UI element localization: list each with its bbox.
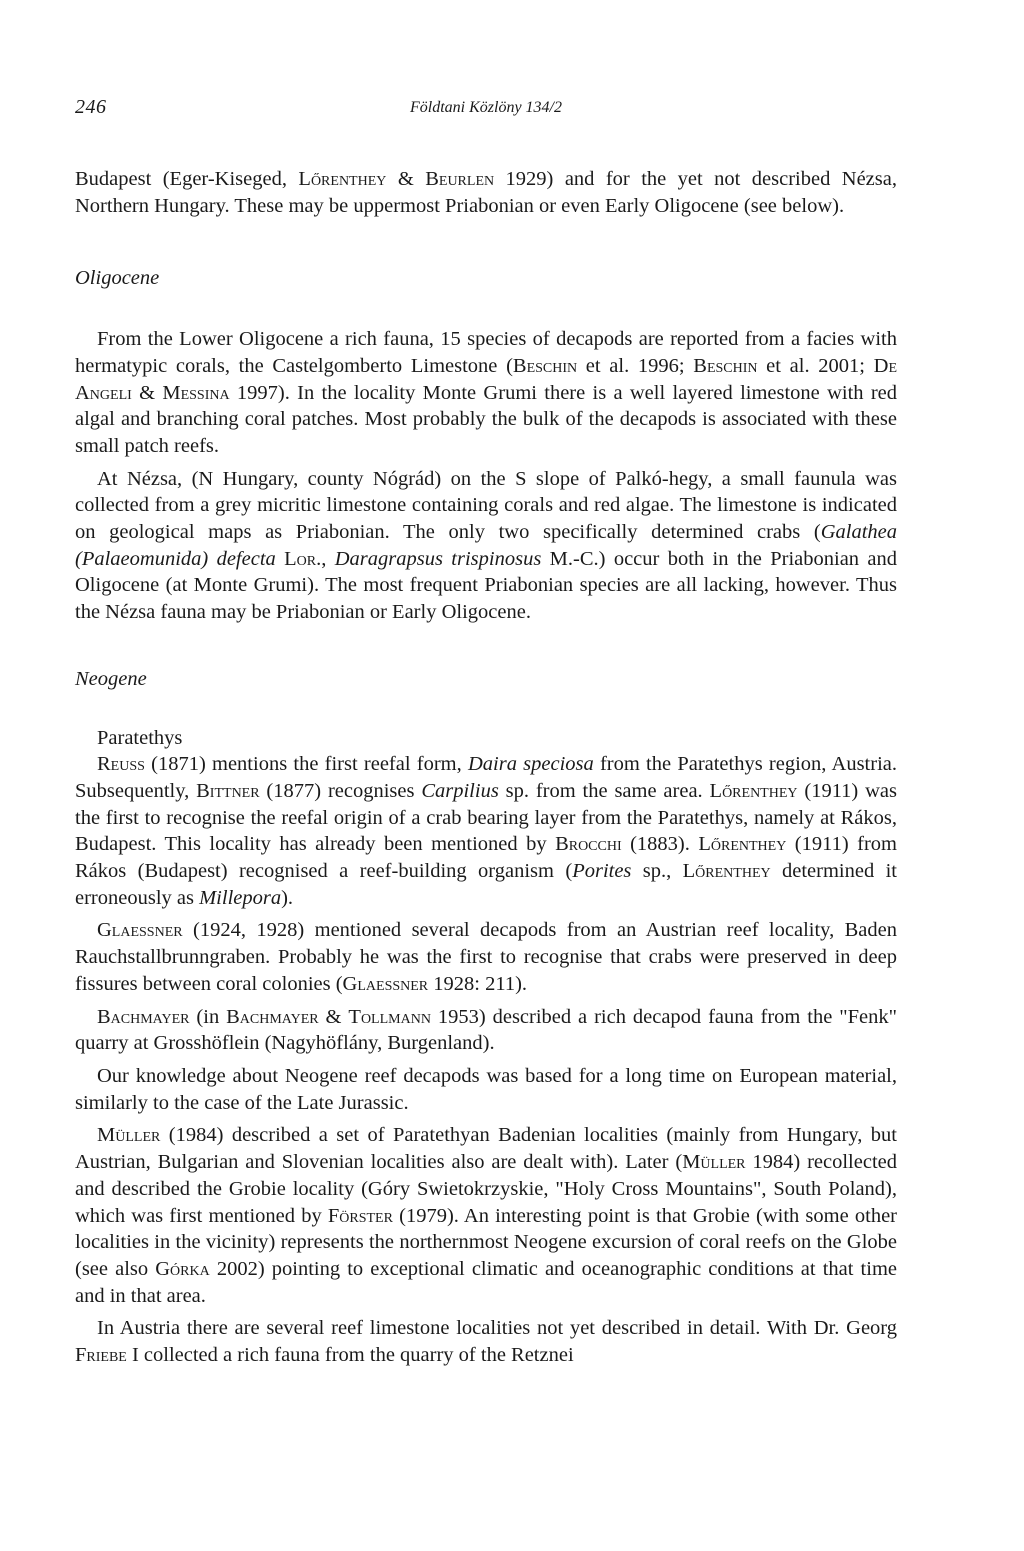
running-head bbox=[75, 96, 897, 130]
taxon-name: Carpilius bbox=[421, 779, 499, 802]
author-name: Tollmann bbox=[348, 1005, 431, 1028]
author-name: Lőrenthey bbox=[698, 833, 787, 856]
neogene-paragraph-3: Bachmayer (in Bachmayer & Tollmann 1953) described a rich decapod fauna from the "Fenk" quarry at Grosshöflein (Nagyhöflány, Burgenland). bbox=[75, 1005, 897, 1055]
author-name: Lor bbox=[284, 547, 317, 570]
author-name: Förster bbox=[327, 1204, 393, 1227]
taxon-name: Galathea (Palaeomunida) defecta bbox=[75, 521, 897, 570]
author-name: Lőrenthey bbox=[682, 860, 771, 883]
author-name: Messina bbox=[162, 381, 230, 404]
journal-title: Földtani Közlöny 134/2 bbox=[410, 99, 562, 116]
taxon-name: Daragrapsus trispinosus bbox=[334, 547, 542, 570]
author-name: Reuss bbox=[97, 753, 145, 776]
author-name: De Angeli bbox=[75, 354, 897, 404]
journal-page bbox=[75, 96, 897, 1369]
subsection-heading-paratethys: Paratethys bbox=[97, 726, 183, 749]
author-name: Bachmayer bbox=[97, 1005, 190, 1028]
section-heading-oligocene: Oligocene bbox=[75, 267, 160, 290]
author-name: Müller bbox=[682, 1151, 746, 1174]
taxon-name: Porites bbox=[572, 860, 632, 883]
taxon-name: Millepora bbox=[199, 886, 282, 909]
author-name: Glaessner bbox=[342, 972, 429, 995]
oligocene-paragraph-1: From the Lower Oligocene a rich fauna, 15 species of decapods are reported from a facies with hermatypic corals, the Castelgomberto Limestone (Beschin et al. 1996; Beschin et al. 2001; De Angeli & Messina 1997). In the locality Monte Grumi there is a well layered limestone with red algal and branching coral patches. Most probably the bulk of the decapods is associated with these small patch reefs. bbox=[75, 328, 897, 457]
author-name: Beurlen bbox=[425, 168, 495, 190]
oligocene-paragraph-2: At Nézsa, (N Hungary, county Nógrád) on the S slope of Palkó-hegy, a small faunula was collected from a grey micritic limestone containing corals and red algae. The limestone is indicated on geological maps as Priabonian. The only two specifically determined crabs (Galathea (Palaeomunida) defecta Lor., Daragrapsus trispinosus M.-C.) occur both in the Priabonian and Oligocene (at Monte Grumi). The most frequent Priabonian species are all lacking, however. Thus the Nézsa fauna may be Priabonian or Early Oligocene. bbox=[75, 467, 897, 624]
author-name: Lőrenthey bbox=[298, 168, 387, 190]
author-name: Müller bbox=[97, 1124, 161, 1147]
author-name: Górka bbox=[155, 1257, 210, 1280]
author-name: Beschin bbox=[512, 354, 578, 377]
author-name: Bittner bbox=[196, 779, 260, 802]
intro-paragraph: Budapest (Eger-Kiseged, Lőrenthey & Beurlen 1929) and for the yet not described Nézsa, Northern Hungary. These may be uppermost Priabonian or even Early Oligocene (see below). bbox=[75, 168, 897, 217]
author-name: Friebe bbox=[75, 1344, 127, 1367]
neogene-paragraph-2: Glaessner (1924, 1928) mentioned several decapods from an Austrian reef locality, Baden Rauchstallbrunngraben. Probably he was the first to recognise that crabs were preserved in deep fissures between coral colonies (Glaessner 1928: 211). bbox=[75, 919, 897, 995]
author-name: Brocchi bbox=[555, 833, 622, 856]
taxon-name: Daira speciosa bbox=[467, 753, 594, 776]
section-heading-neogene: Neogene bbox=[75, 667, 147, 690]
author-name: Glaessner bbox=[97, 919, 183, 942]
neogene-paragraph-4: Our knowledge about Neogene reef decapods was based for a long time on European material, similarly to the case of the Late Jurassic. bbox=[75, 1064, 897, 1114]
neogene-paragraph-5: Müller (1984) described a set of Paratethyan Badenian localities (mainly from Hungary, but Austrian, Bulgarian and Slovenian localities also are dealt with). Later (Müller 1984) recollected and described the Grobie locality (Góry Swietokrzyskie, "Holy Cross Mountains", South Poland), which was first mentioned by Förster (1979). An interesting point is that Grobie (with some other localities in the vicinity) represents the northernmost Neogene excursion of coral reefs on the Globe (see also Górka 2002) pointing to exceptional climatic and oceanographic conditions at that time and in that area. bbox=[75, 1124, 897, 1307]
neogene-paragraph-6: In Austria there are several reef limestone localities not yet described in detail. With Dr. Georg Friebe I collected a rich fauna from the quarry of the Retznei bbox=[75, 1317, 897, 1367]
author-name: Beschin bbox=[693, 354, 758, 377]
author-name: Bachmayer bbox=[226, 1005, 319, 1028]
page-number: 246 bbox=[75, 96, 107, 118]
author-name: Lőrenthey bbox=[709, 779, 798, 802]
neogene-paragraph-1: Reuss (1871) mentions the first reefal form, Daira speciosa from the Paratethys region, Austria. Subsequently, Bittner (1877) recognises Carpilius sp. from the same area. Lőrenthey (1911) was the first to recognise the reefal origin of a crab bearing layer from the Paratethys, namely at Rákos, Budapest. This locality has already been mentioned by Brocchi (1883). Lőrenthey (1911) from Rákos (Budapest) recognised a reef-building organism (Porites sp., Lőrenthey determined it erroneously as Millepora). bbox=[75, 753, 897, 909]
